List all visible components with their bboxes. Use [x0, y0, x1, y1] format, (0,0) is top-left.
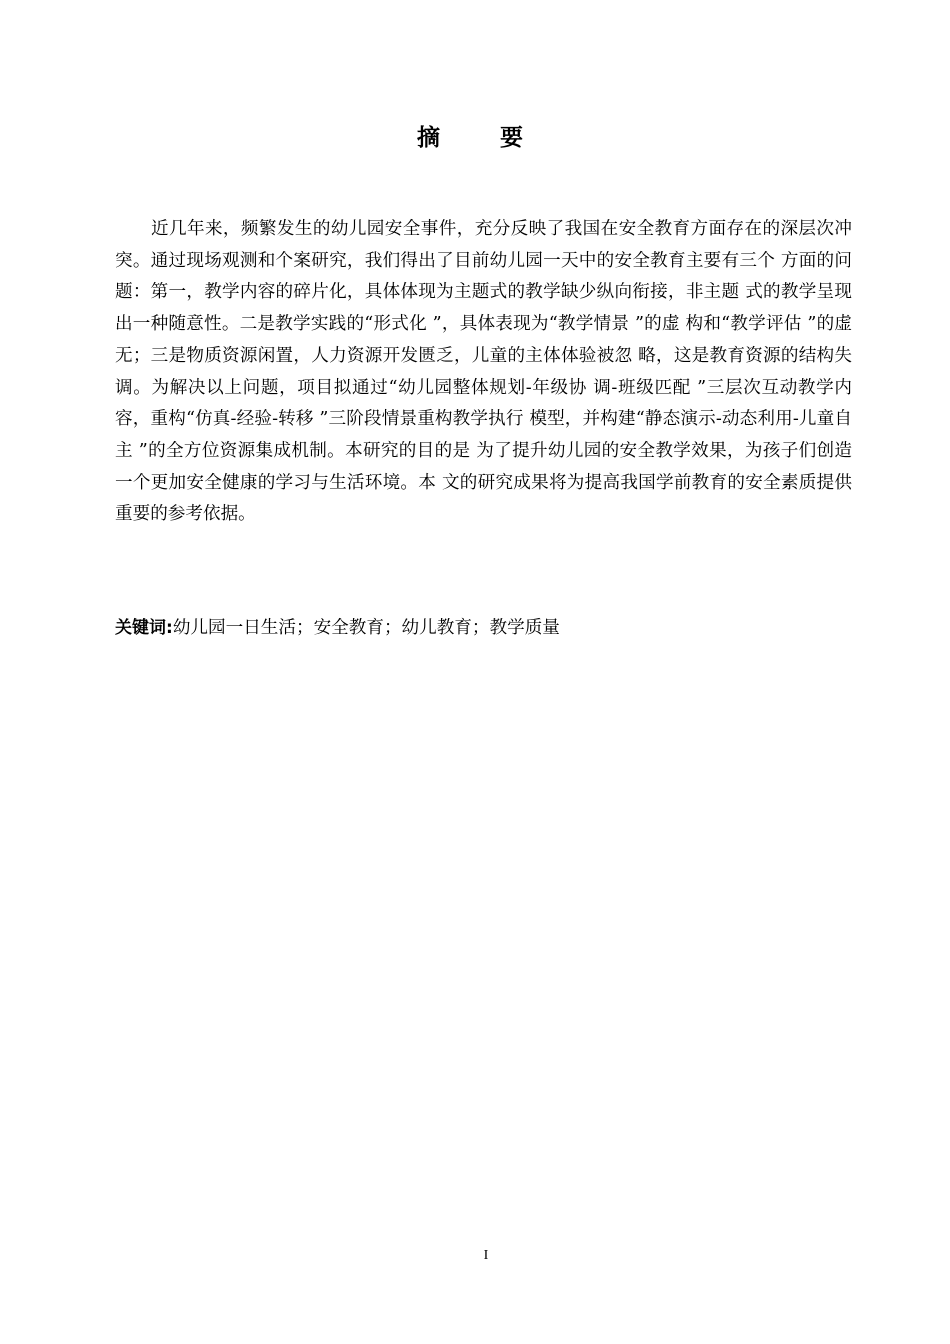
abstract-title: 摘 要: [416, 125, 549, 151]
page-number: I: [483, 1248, 489, 1263]
abstract-body: 近几年来，频繁发生的幼儿园安全事件，充分反映了我国在安全教育方面存在的深层次冲突。通过现场观测和个案研究，我们得出了目前幼儿园一天中的安全教育主要有三个 方面的问题：第一，教学内容的碎片化，具体体现为主题式的教学缺少纵向衔接，非主题 式的教学呈现出一种随意性。二是教学实践的“形式化 ”，具体表现为“教学情景 ”的虚 构和“教学评估 ”的虚无；三是物质资源闲置，人力资源开发匮乏，儿童的主体体验被忽 略，这是教育资源的结构失调。为解决以上问题，项目拟通过“幼儿园整体规划-年级协 调-班级匹配 ”三层次互动教学内容，重构“仿真-经验-转移 ”三阶段情景重构教学执行 模型，并构建“静态演示-动态利用-儿童自主 ”的全方位资源集成机制。本研究的目的是 为了提升幼儿园的安全教学效果，为孩子们创造一个更加安全健康的学习与生活环境。本 文的研究成果将为提高我国学前教育的安全素质提供重要的参考依据。: [115, 219, 852, 525]
keywords-text: 幼儿园一日生活；安全教育；幼儿教育；教学质量: [172, 618, 560, 638]
keywords-label: 关键词:: [115, 618, 173, 638]
keywords-line: [115, 613, 852, 644]
